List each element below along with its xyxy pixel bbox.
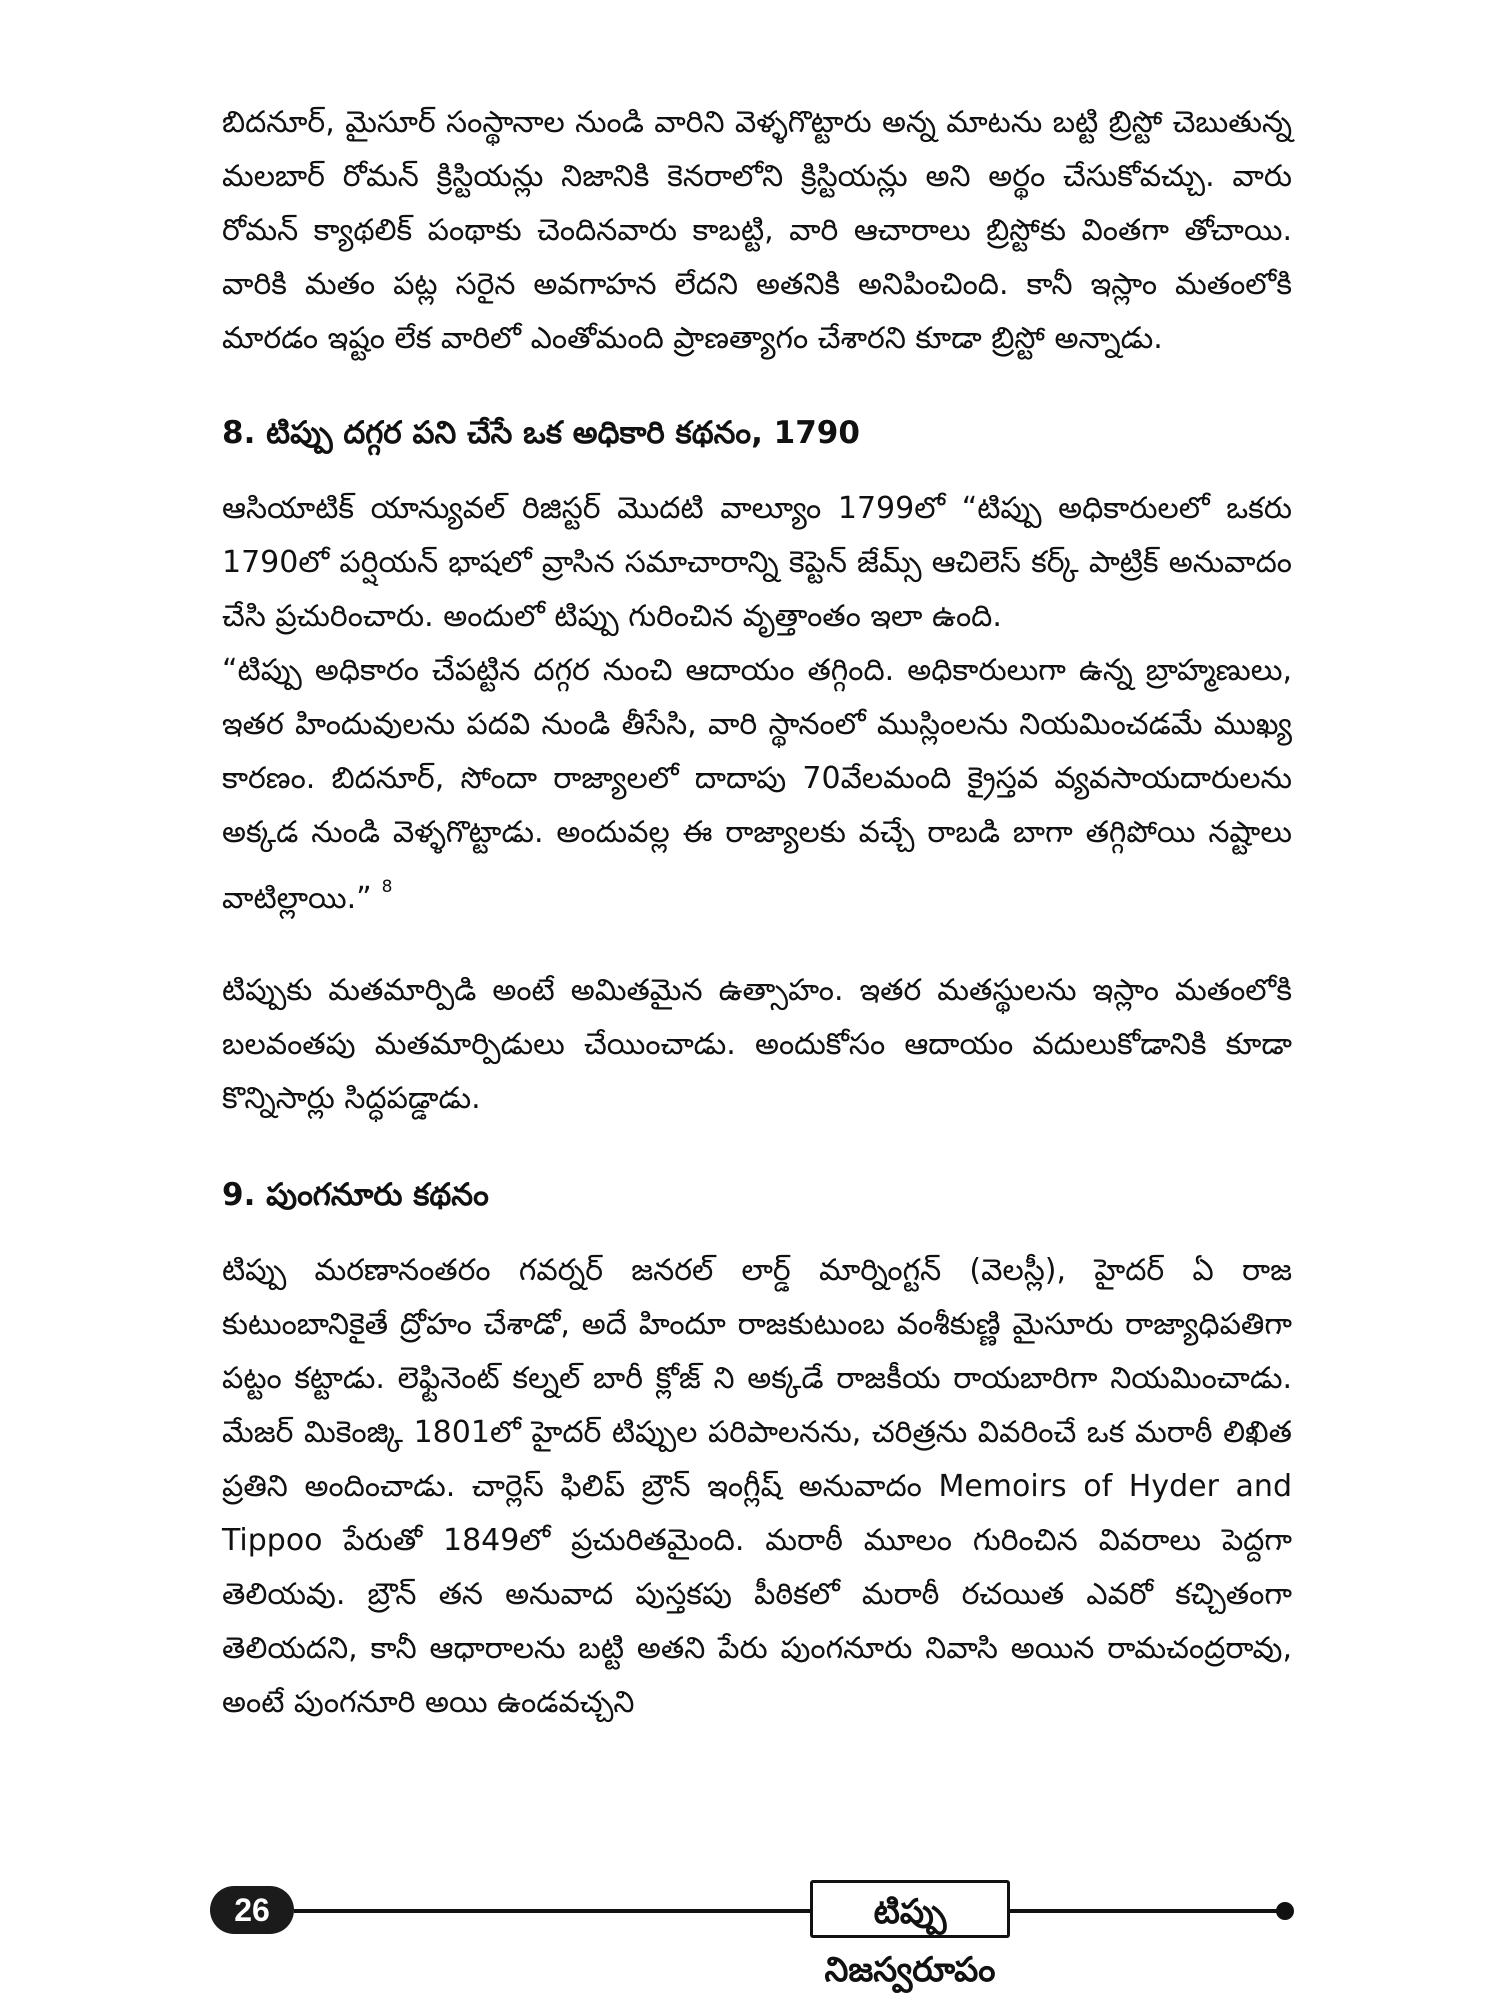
footer-rule-right [1010, 1909, 1280, 1913]
paragraph-punganur: టిప్పు మరణానంతరం గవర్నర్ జనరల్ లార్డ్ మార్నింగ్టన్ (వెలస్లీ), హైదర్ ఏ రాజ కుటుంబానికైతే ద్రోహం చేశాడో, అదే హిందూ రాజకుటుంబ వంశీకుణ్ణి మైసూరు రాజ్యాధిపతిగా పట్టం కట్టాడు. లెఫ్టినెంట్ కల్నల్ బారీ క్లోజ్ ని అక్కడే రాజకీయ రాయబారిగా నియమించాడు. మేజర్ మికెంజ్కి 1801లో హైదర్ టిప్పుల పరిపాలనను, చరిత్రను వివరించే ఒక మరాఠీ లిఖిత ప్రతిని అందించాడు. చార్లెస్ ఫిలిప్ బ్రౌన్ ఇంగ్లీష్ అనువాదం Memoirs of Hyder and Tippoo పేరుతో 1849లో ప్రచురితమైంది. మరాఠీ మూలం గురించిన వివరాలు పెద్దగా తెలియవు. బ్రౌన్ తన అనువాద పుస్తకపు పీఠికలో మరాఠీ రచయిత ఎవరో కచ్చితంగా తెలియదని, కానీ ఆధారాలను బట్టి అతని పేరు పుంగనూరు నివాసి అయిన రామచంద్రరావు, అంటే పుంగనూరి అయి ఉండవచ్చని [222, 1253, 1292, 1720]
running-title: టిప్పు నిజస్వరూపం [810, 1880, 1010, 1938]
paragraph-bristow: బిదనూర్, మైసూర్ సంస్థానాల నుండి వారిని వెళ్ళగొట్టారు అన్న మాటను బట్టి బ్రిస్టో చెబుతున్న మలబార్ రోమన్ క్రిస్టియన్లు నిజానికి కెనరాలోని క్రిస్టియన్లు అని అర్థం చేసుకోవచ్చు. వారు రోమన్ క్యాథలిక్ పంథాకు చెందినవారు కాబట్టి, వారి ఆచారాలు బ్రిస్టోకు వింతగా తోచాయి. వారికి మతం పట్ల సరైన అవగాహన లేదని అతనికి అనిపించింది. కానీ ఇస్లాం మతంలోకి మారడం ఇష్టం లేక వారిలో ఎంతోమంది ప్రాణత్యాగం చేశారని కూడా బ్రిస్టో అన్నాడు. [222, 105, 1292, 356]
section-heading-8: 8. టిప్పు దగ్గర పని చేసే ఒక అధికారి కథనం, 1790 [222, 415, 860, 451]
footer-dot-icon [1276, 1902, 1294, 1920]
footer-rule-left [294, 1909, 814, 1913]
page-number: 26 [210, 1886, 294, 1934]
footnote-marker: 8 [381, 877, 393, 897]
paragraph-quote [222, 644, 1292, 926]
paragraph-conversion: టిప్పుకు మతమార్పిడి అంటే అమితమైన ఉత్సాహం. ఇతర మతస్థులను ఇస్లాం మతంలోకి బలవంతపు మతమార్పిడులు చేయించాడు. అందుకోసం ఆదాయం వదులుకోడానికి కూడా కొన్నిసార్లు సిద్ధపడ్డాడు. [222, 973, 1292, 1116]
paragraph-asiatic-register: ఆసియాటిక్ యాన్యువల్ రిజిస్టర్ మొదటి వాల్యూం 1799లో “టిప్పు అధికారులలో ఒకరు 1790లో పర్షియన్ భాషలో వ్రాసిన సమాచారాన్ని కెప్టెన్ జేమ్స్ ఆచిలెస్ కర్క్ పాట్రిక్ అనువాదం చేసి ప్రచురించారు. అందులో టిప్పు గురించిన వృత్తాంతం ఇలా ఉంది. [222, 491, 1292, 634]
section-heading-9: 9. పుంగనూరు కథనం [222, 1177, 489, 1213]
page-body [222, 96, 1292, 1730]
page-footer [210, 1880, 1300, 1990]
quote-text: “టిప్పు అధికారం చేపట్టిన దగ్గర నుంచి ఆదాయం తగ్గింది. అధికారులుగా ఉన్న బ్రాహ్మణులు, ఇతర హిందువులను పదవి నుండి తీసేసి, వారి స్థానంలో ముస్లింలను నియమించడమే ముఖ్య కారణం. బిదనూర్, సోందా రాజ్యాలలో దాదాపు 70వేలమంది క్రైస్తవ వ్యవసాయదారులను అక్కడ నుండి వెళ్ళగొట్టాడు. అందువల్ల ఈ రాజ్యాలకు వచ్చే రాబడి బాగా తగ్గిపోయి నష్టాలు వాటిల్లాయి.” [222, 653, 1292, 916]
